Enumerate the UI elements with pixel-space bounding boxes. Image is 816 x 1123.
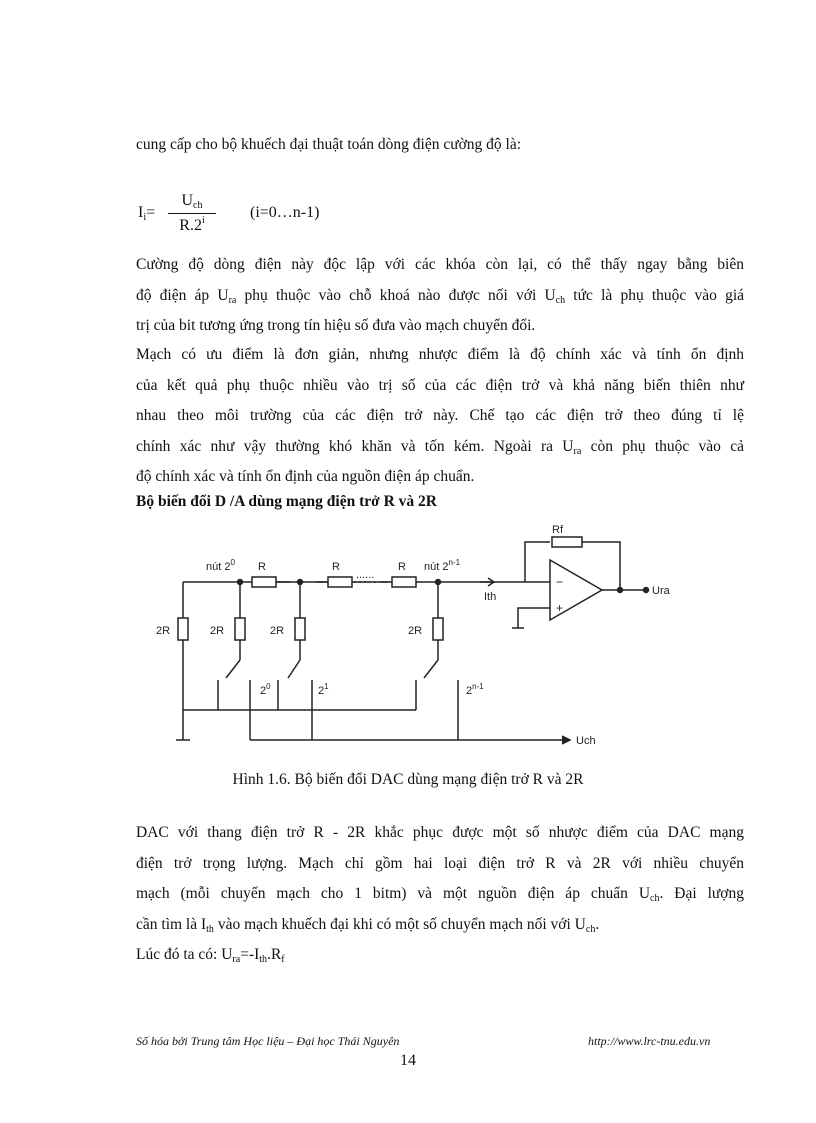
paragraph-line: của kết quả phụ thuộc nhiều vào trị số của các điện trở và khả năng biến thiên như xyxy=(136,376,744,394)
fraction-bar xyxy=(168,213,216,214)
uch-arrow xyxy=(562,736,570,744)
label-r1: R xyxy=(258,561,266,573)
resistor-2r-bit0 xyxy=(235,618,245,640)
label-bit0: $2^0$ xyxy=(260,682,271,697)
resistor-rf xyxy=(552,537,582,547)
output-terminal xyxy=(644,588,649,593)
label-node-n: nút 2$^{n-1}$ xyxy=(424,558,461,573)
intro-line: cung cấp cho bộ khuếch đại thuật toán dòng điện cường độ là: xyxy=(136,136,522,153)
label-ura: Ura xyxy=(652,585,670,597)
resistor-r2 xyxy=(328,577,352,587)
paragraph-line: nhau theo môi trường của các điện trở này. Chế tạo các điện trở theo đúng tỉ lệ xyxy=(136,407,744,424)
paragraph-line: Lúc đó ta có: $U_{ra}=-I_{th}.R_f$ xyxy=(136,946,285,965)
formula-lhs: $I_i=$ xyxy=(138,204,156,223)
label-rf: Rf xyxy=(552,524,563,536)
resistor-r1 xyxy=(252,577,276,587)
label-r2: R xyxy=(332,561,340,573)
intro-paragraph xyxy=(136,130,744,161)
resistor-2r-ground xyxy=(178,618,188,640)
paragraph-2 xyxy=(136,340,744,493)
paragraph-line: Cường độ dòng điện này độc lập với các khóa còn lại, có thể thấy ngay bằng biên xyxy=(136,256,744,273)
label-dots: ...... xyxy=(356,569,375,581)
footer-source: Số hóa bởi Trung tâm Học liệu – Đại học Thái Nguyên xyxy=(136,1034,400,1048)
paragraph-line: mạch (mỗi chuyển mạch cho 1 bitm) và một nguồn điện áp chuẩn $U_{ch}$. Đại lượng xyxy=(136,885,744,904)
label-2r-bit0: 2R xyxy=(210,625,225,637)
footer-url[interactable]: http://www.lrc-tnu.edu.vn xyxy=(588,1034,711,1048)
formula-numerator: $U_{ch}$ xyxy=(181,192,203,211)
label-uch: Uch xyxy=(576,735,596,747)
switch-bitn xyxy=(416,660,458,740)
paragraph-1 xyxy=(136,250,744,342)
switch-bit1 xyxy=(278,660,312,740)
r2r-dac-circuit-diagram xyxy=(150,520,670,760)
label-r3: R xyxy=(398,561,406,573)
paragraph-line: cần tìm là $I_{th}$ vào mạch khuếch đại khi có một số chuyển mạch nối với $U_{ch}$. xyxy=(136,915,600,935)
resistor-r3 xyxy=(392,577,416,587)
label-bitn: 2$^{n-1}$ xyxy=(466,682,484,697)
paragraph-line: độ điện áp $U_{ra}$ phụ thuộc vào chỗ khoá nào được nối với $U_{ch}$ tức là phụ thuộc vào giá xyxy=(136,286,744,306)
paragraph-line: trị của bit tương ứng trong tín hiệu số đưa vào mạch chuyển đổi. xyxy=(136,317,536,334)
opamp-noninverting-wire xyxy=(512,608,550,628)
opamp-inverting-wire xyxy=(525,542,550,582)
resistor-2r-bitn xyxy=(433,618,443,640)
label-plus: + xyxy=(556,601,564,615)
paragraph-line: chính xác như vậy thường khó khăn và tốn kém. Ngoài ra $U_{ra}$ còn phụ thuộc vào cả xyxy=(136,437,744,457)
current-formula xyxy=(138,190,458,246)
label-2r-ground: 2R xyxy=(156,625,171,637)
formula-range: (i=0…n-1) xyxy=(250,204,320,221)
formula-denominator: R.2$^i$ xyxy=(179,215,205,234)
label-minus: − xyxy=(556,575,564,589)
section-heading: Bộ biến đổi D /A dùng mạng điện trở R và 2R xyxy=(136,493,437,510)
figure-caption: Hình 1.6. Bộ biến đổi DAC dùng mạng điện trở R và 2R xyxy=(232,771,584,788)
resistor-2r-bit1 xyxy=(295,618,305,640)
paragraph-line: độ chính xác và tính ổn định của nguồn điện áp chuẩn. xyxy=(136,468,475,485)
formula-fraction xyxy=(168,190,216,237)
paragraph-line: Mạch có ưu điểm là đơn giản, nhưng nhược điểm là độ chính xác và tính ổn định xyxy=(136,346,744,363)
paragraph-line: điện trở trọng lượng. Mạch chỉ gồm hai loại điện trở R và 2R với nhiều chuyển xyxy=(136,854,744,872)
output-dot xyxy=(618,588,623,593)
ith-arrow xyxy=(480,578,494,586)
label-ith: Ith xyxy=(484,591,497,603)
label-2r-bitn: 2R xyxy=(408,625,423,637)
page-number: 14 xyxy=(400,1052,416,1069)
paragraph-line: DAC với thang điện trở R - 2R khắc phục được một số nhược điểm của DAC mạng xyxy=(136,824,744,841)
paragraph-3 xyxy=(136,818,744,971)
label-node-0: nút $2^0$ xyxy=(206,558,235,573)
label-2r-bit1: 2R xyxy=(270,625,285,637)
label-bit1: $2^1$ xyxy=(318,682,329,697)
switch-bit0 xyxy=(218,660,250,740)
